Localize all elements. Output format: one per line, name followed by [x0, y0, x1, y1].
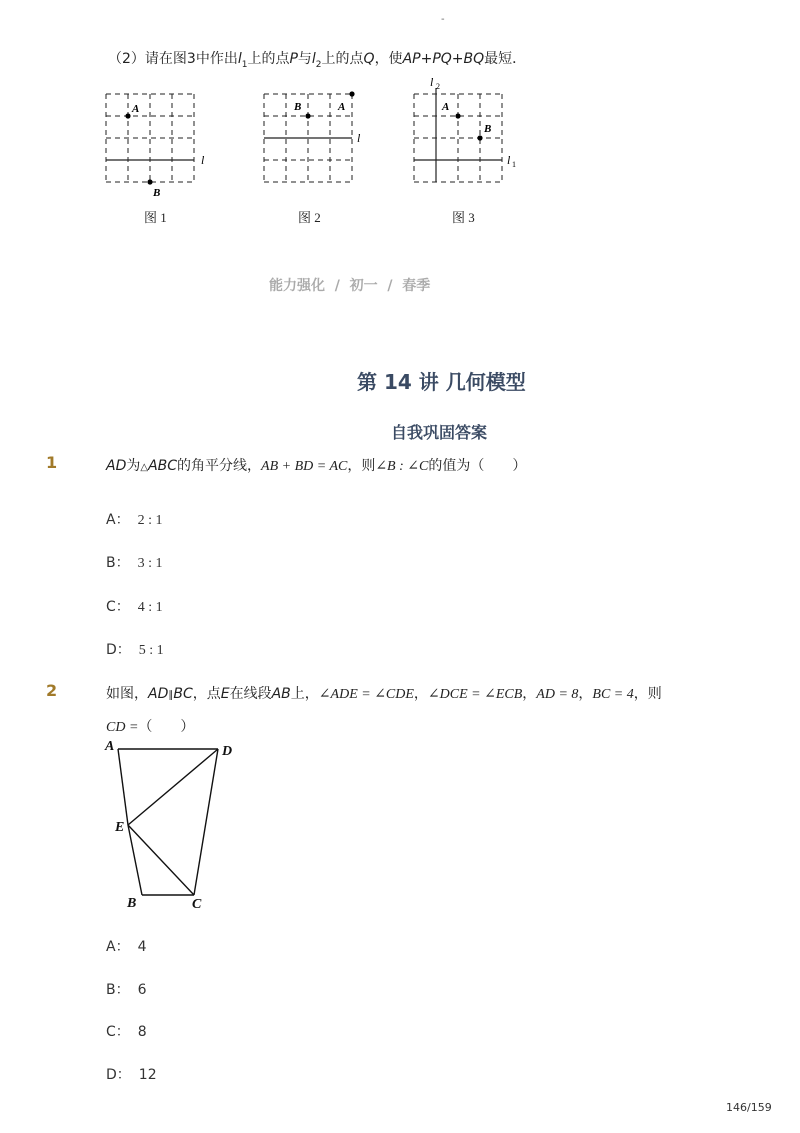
answer-blank: （ ） — [138, 719, 195, 735]
q1-text-2: 为 — [126, 458, 141, 474]
question-2-option-b[interactable] — [106, 979, 147, 999]
figure-3-label-l1: l — [507, 153, 511, 167]
segment-bc: BC — [173, 686, 193, 702]
segment-cd-line — [194, 749, 218, 895]
segment-ae-line — [118, 749, 128, 825]
figure-3-grid — [406, 76, 530, 198]
option-value: 12 — [138, 1067, 157, 1083]
q1-text-9: 的值为（ ） — [428, 458, 527, 474]
figure-1-grid — [98, 88, 218, 198]
part2-text-mid1: 上的点 — [247, 51, 290, 67]
option-value: 5 : 1 — [138, 643, 164, 658]
q2-text-17: ，则 — [633, 686, 662, 702]
segment-ad: AD — [106, 458, 127, 474]
label-c: C — [192, 897, 202, 912]
q1-text-7: ，则 — [347, 458, 376, 474]
figure-1-label-a: A — [132, 103, 140, 115]
segment-ec-line — [128, 825, 194, 895]
figure-2-label-b: B — [294, 101, 302, 113]
cd-expression: CD = — [106, 720, 139, 735]
q2-text-7: 在线段 — [229, 686, 272, 702]
part2-text-mid2: 与 — [297, 51, 312, 67]
option-label: C： — [106, 1024, 130, 1040]
option-value: 2 : 1 — [137, 513, 163, 528]
q2-text-13: ， — [522, 686, 537, 702]
question-1-option-b[interactable] — [106, 552, 163, 572]
label-e: E — [115, 820, 125, 835]
option-label: D： — [106, 1067, 131, 1083]
question-1-option-c[interactable] — [106, 596, 163, 616]
point-q: Q — [363, 51, 375, 67]
question-1-number: 1 — [46, 453, 58, 472]
q2-text-11: ， — [413, 686, 428, 702]
q2-text-1: 如图， — [106, 686, 148, 702]
q1-angle-ratio: ∠B : ∠C — [375, 459, 429, 474]
option-value: 8 — [137, 1024, 147, 1040]
q2-text-5: ，点 — [192, 686, 221, 702]
option-label: C： — [106, 599, 130, 615]
option-value: 3 : 1 — [137, 556, 163, 571]
part2-suffix: 最短． — [484, 51, 527, 67]
segment-ed-line — [128, 749, 218, 825]
part2-instruction — [108, 48, 526, 70]
l2-subscript: 2 — [315, 59, 322, 70]
point-a-dot — [349, 91, 354, 96]
point-b-dot — [147, 179, 152, 184]
option-label: B： — [106, 982, 130, 998]
angle-equation-1: ∠ADE = ∠CDE — [318, 687, 414, 702]
lecture-title: 第 14 讲 几何模型 — [357, 370, 526, 394]
option-value: 4 — [137, 939, 147, 955]
part2-prefix: （2）请在图3中作出 — [108, 51, 238, 67]
point-a-dot — [455, 113, 460, 118]
q2-text-9: 上， — [290, 686, 319, 702]
figure-2 — [256, 88, 376, 202]
top-mark: - — [441, 14, 445, 25]
figure-1-label-b: B — [153, 187, 161, 198]
ad-length: AD = 8 — [536, 687, 579, 702]
option-value: 4 : 1 — [137, 600, 163, 615]
figure-3-caption: 图 3 — [452, 210, 475, 225]
figure-1 — [98, 88, 218, 202]
l1-subscript: 1 — [241, 59, 248, 70]
figure-1-label-l: l — [201, 153, 205, 167]
figure-2-label-l: l — [357, 131, 361, 145]
q2-text-15: ， — [578, 686, 593, 702]
label-d: D — [222, 744, 233, 759]
l2-symbol: l — [311, 51, 316, 67]
option-label: B： — [106, 555, 130, 571]
segment-eb-line — [128, 825, 142, 895]
question-1-option-a[interactable] — [106, 509, 162, 529]
triangle-abc: ABC — [148, 458, 178, 474]
question-2-number: 2 — [46, 681, 58, 700]
figure-3-label-a: A — [442, 101, 450, 113]
point-p: P — [289, 51, 298, 67]
question-2-stem — [106, 683, 662, 703]
figure-2-grid — [256, 88, 376, 198]
point-e: E — [220, 686, 230, 702]
question-2-option-d[interactable] — [106, 1064, 157, 1084]
sum-expression: AP+PQ+BQ — [402, 51, 485, 67]
section-title: 自我巩固答案 — [391, 423, 488, 442]
segment-ab: AB — [271, 686, 291, 702]
q1-equation: AB + BD = AC — [261, 459, 348, 474]
figure-3-label-l2: l — [430, 76, 434, 89]
point-b-dot — [477, 135, 482, 140]
triangle-symbol: △ — [140, 462, 149, 473]
figure-2-caption: 图 2 — [298, 210, 321, 225]
option-label: A： — [106, 939, 130, 955]
q1-text-5: 的角平分线， — [177, 458, 262, 474]
bc-length: BC = 4 — [592, 687, 634, 702]
l1-symbol: l — [237, 51, 242, 67]
point-a-dot — [125, 113, 130, 118]
part2-text-mid4: ，使 — [374, 51, 403, 67]
angle-equation-2: ∠DCE = ∠ECB — [427, 687, 523, 702]
option-label: A： — [106, 512, 130, 528]
question-2-figure — [100, 735, 250, 919]
figure-3-label-l1-sub: 1 — [512, 160, 516, 169]
part2-text-mid3: 上的点 — [321, 51, 364, 67]
parallel-symbol: ∥ — [168, 690, 174, 701]
trapezoid-diagram — [100, 735, 250, 915]
page-number: 146/159 — [726, 1101, 772, 1114]
question-2-option-c[interactable] — [106, 1021, 147, 1041]
point-b-dot — [305, 113, 310, 118]
figure-3 — [406, 76, 530, 202]
label-b: B — [127, 896, 137, 911]
figure-3-label-l2-sub: 2 — [436, 82, 440, 91]
question-2-stem-line2 — [106, 716, 194, 736]
question-2-option-a[interactable] — [106, 936, 147, 956]
figure-1-caption: 图 1 — [144, 210, 167, 225]
option-value: 6 — [137, 982, 147, 998]
figure-3-label-b: B — [484, 123, 492, 135]
question-1-option-d[interactable] — [106, 639, 164, 659]
label-a: A — [105, 739, 115, 754]
question-1-stem — [106, 455, 526, 475]
figure-2-label-a: A — [338, 101, 346, 113]
segment-ad: AD — [148, 686, 169, 702]
option-label: D： — [106, 642, 131, 658]
series-footer: 能力强化 / 初一 / 春季 — [269, 278, 431, 294]
